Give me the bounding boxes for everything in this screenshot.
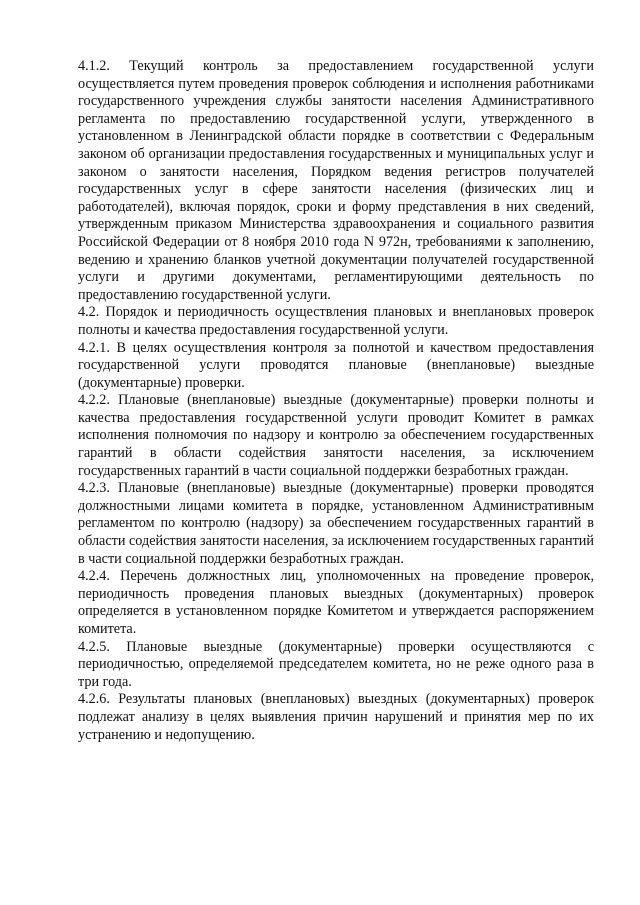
document-body (78, 58, 594, 744)
paragraph-4-2-6: 4.2.6. Результаты плановых (внеплановых) выездных (документарных) проверок подлежат анализу в целях выявления причин нарушений и принятия мер по их устранению и недопущению. (78, 691, 594, 743)
paragraph-4-2-3: 4.2.3. Плановые (внеплановые) выездные (документарные) проверки проводятся должностными лицами комитета в порядке, установленном Административным регламентом по контролю (надзору) за обеспечением государственных гарантий в области содействия занятости населения, за исключением государственных гарантий в части социальной поддержки безработных граждан. (78, 480, 594, 567)
paragraph-4-2: 4.2. Порядок и периодичность осуществления плановых и внеплановых проверок полноты и качества предоставления государственной услуги. (78, 304, 594, 338)
paragraph-4-2-5: 4.2.5. Плановые выездные (документарные) проверки осуществляются с периодичностью, определяемой председателем комитета, но не реже одного раза в три года. (78, 638, 594, 690)
paragraph-4-2-1: 4.2.1. В целях осуществления контроля за полнотой и качеством предоставления государственной услуги проводятся плановые (внеплановые) выездные (документарные) проверки. (78, 339, 594, 391)
paragraph-4-2-2: 4.2.2. Плановые (внеплановые) выездные (документарные) проверки полноты и качества предоставления государственной услуги проводит Комитет в рамках исполнения полномочия по надзору и контролю за обеспечением государственных гарантий в области содействия занятости населения, за исключением государственных гарантий в части социальной поддержки безработных граждан. (78, 392, 594, 479)
paragraph-4-2-4: 4.2.4. Перечень должностных лиц, уполномоченных на проведение проверок, периодичность проведения плановых выездных (документарных) проверок определяется в установленном порядке Комитетом и утверждается распоряжением комитета. (78, 568, 594, 637)
paragraph-4-1-2: 4.1.2. Текущий контроль за предоставлением государственной услуги осуществляется путем проведения проверок соблюдения и исполнения работниками государственного учреждения службы занятости населения Административного регламента по предоставлению государственной услуги, утвержденного в установленном в Ленинградской области порядке в соответствии с Федеральным законом об организации предоставления государственных и муниципальных услуг и законом о занятости населения, Порядком ведения регистров получателей государственных услуг в сфере занятости населения (физических лиц и работодателей), включая порядок, сроки и форму представления в них сведений, утвержденным приказом Министерства здравоохранения и социального развития Российской Федерации от 8 ноября 2010 года N 972н, требованиями к заполнению, ведению и хранению бланков учетной документации получателей государственной услуги и другими документами, регламентирующими деятельность по предоставлению государственной услуги. (78, 58, 594, 303)
